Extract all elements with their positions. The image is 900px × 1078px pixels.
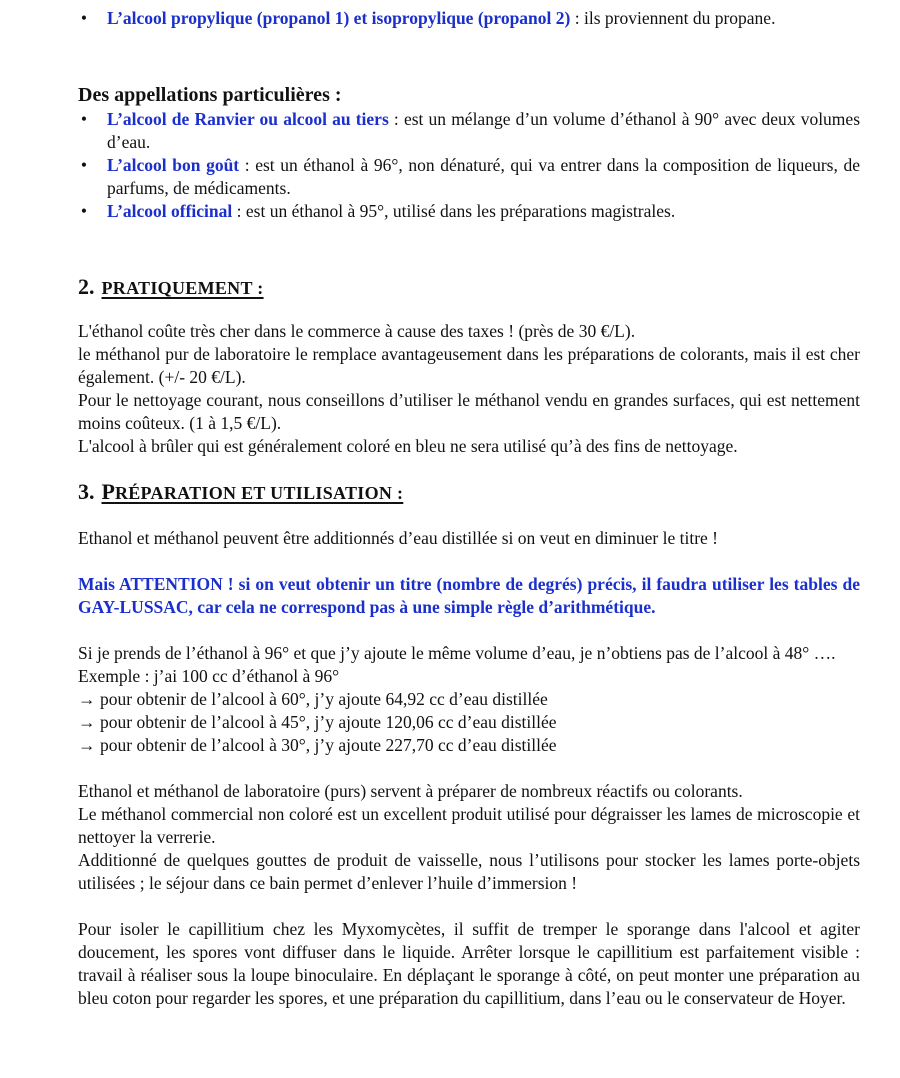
term-ranvier: L’alcool de Ranvier ou alcool au tiers: [107, 109, 389, 129]
bullet-icon: •: [80, 155, 88, 175]
definition: : est un éthanol à 96°, non dénaturé, qui va entrer dans la composition de liqueurs, de parfums, de médicaments.: [107, 155, 860, 198]
list-item: [78, 108, 860, 154]
term-officinal: L’alcool officinal: [107, 201, 233, 221]
paragraph-line: L'alcool à brûler qui est généralement coloré en bleu ne sera utilisé qu’à des fins de nettoyage.: [78, 436, 738, 456]
paragraph-line: Le méthanol commercial non coloré est un excellent produit utilisé pour dégraisser les lames de microscopie et nettoyer la verrerie.: [78, 804, 860, 847]
section-3-heading: [78, 478, 860, 507]
arrow-right-icon: →: [78, 735, 96, 755]
document-page: [78, 7, 860, 1010]
title-rest: RÉPARATION ET UTILISATION :: [114, 483, 404, 503]
bullet-icon: •: [80, 8, 88, 28]
example-label: Exemple : j’ai 100 cc d’éthanol à 96°: [78, 666, 340, 686]
appellations-list: [78, 108, 860, 223]
section-number: 2.: [78, 274, 95, 299]
intro-paragraph: Ethanol et méthanol peuvent être additionnés d’eau distillée si on veut en diminuer le titre !: [78, 528, 719, 548]
example-line: → pour obtenir de l’alcool à 30°, j’y ajoute 227,70 cc d’eau distillée: [78, 735, 557, 755]
example-block: [78, 642, 860, 757]
section-2-heading: [78, 273, 860, 302]
bullet-icon: •: [80, 201, 88, 221]
arrow-right-icon: →: [78, 689, 96, 709]
example-intro: Si je prends de l’éthanol à 96° et que j’y ajoute le même volume d’eau, je n’obtiens pas de l’alcool à 48° ….: [78, 643, 836, 663]
alcools-list: [78, 7, 860, 30]
definition: : est un mélange d’un volume d’éthanol à 90° avec deux volumes d’eau.: [107, 109, 861, 152]
section-number: 3.: [78, 479, 95, 504]
section-title: PRATIQUEMENT :: [101, 278, 264, 298]
paragraph-line: Additionné de quelques gouttes de produit de vaisselle, nous l’utilisons pour stocker les lames porte-objets utilisées ; le séjour dans ce bain permet d’enlever l’huile d’immersion !: [78, 850, 860, 893]
list-item: [78, 7, 860, 30]
usage-block: [78, 780, 860, 895]
section-2-body: [78, 320, 860, 458]
paragraph-line: L'éthanol coûte très cher dans le commerce à cause des taxes ! (près de 30 €/L).: [78, 321, 636, 341]
paragraph-line: Pour le nettoyage courant, nous conseillons d’utiliser le méthanol vendu en grandes surfaces, qui est nettement moins coûteux. (1 à 1,5 €/L).: [78, 390, 860, 433]
title-initial: P: [101, 479, 115, 504]
list-item: [78, 154, 860, 200]
example-line: → pour obtenir de l’alcool à 45°, j’y ajoute 120,06 cc d’eau distillée: [78, 712, 557, 732]
bullet-icon: •: [80, 109, 88, 129]
warning-paragraph: Mais ATTENTION ! si on veut obtenir un titre (nombre de degrés) précis, il faudra utiliser les tables de GAY-LUSSAC, car cela ne correspond pas à une simple règle d’arithmétique.: [78, 574, 860, 617]
example-line: → pour obtenir de l’alcool à 60°, j’y ajoute 64,92 cc d’eau distillée: [78, 689, 548, 709]
paragraph-line: Ethanol et méthanol de laboratoire (purs) servent à préparer de nombreux réactifs ou colorants.: [78, 781, 743, 801]
term-bon-gout: L’alcool bon goût: [107, 155, 240, 175]
appellations-heading: Des appellations particulières :: [78, 84, 342, 106]
paragraph-line: le méthanol pur de laboratoire le remplace avantageusement dans les préparations de colorants, mais il est cher également. (+/- 20 €/L).: [78, 344, 860, 387]
final-paragraph: Pour isoler le capillitium chez les Myxomycètes, il suffit de tremper le sporange dans l'alcool et agiter doucement, les spores vont diffuser dans le liquide. Arrêter lorsque le capillitium est parfaitement visible : travail à réaliser sous la loupe binoculaire. En déplaçant le sporange à côté, on peut monter une préparation au bleu coton pour regarder les spores, et une préparation du capillitium, dans l’eau ou le conservateur de Hoyer.: [78, 919, 860, 1008]
term-propylique: L’alcool propylique (propanol 1) et isopropylique (propanol 2): [107, 8, 571, 28]
definition: : ils proviennent du propane.: [570, 8, 776, 28]
list-item: [78, 200, 860, 223]
definition: : est un éthanol à 95°, utilisé dans les préparations magistrales.: [232, 201, 676, 221]
arrow-right-icon: →: [78, 712, 96, 732]
section-title: [102, 479, 404, 504]
